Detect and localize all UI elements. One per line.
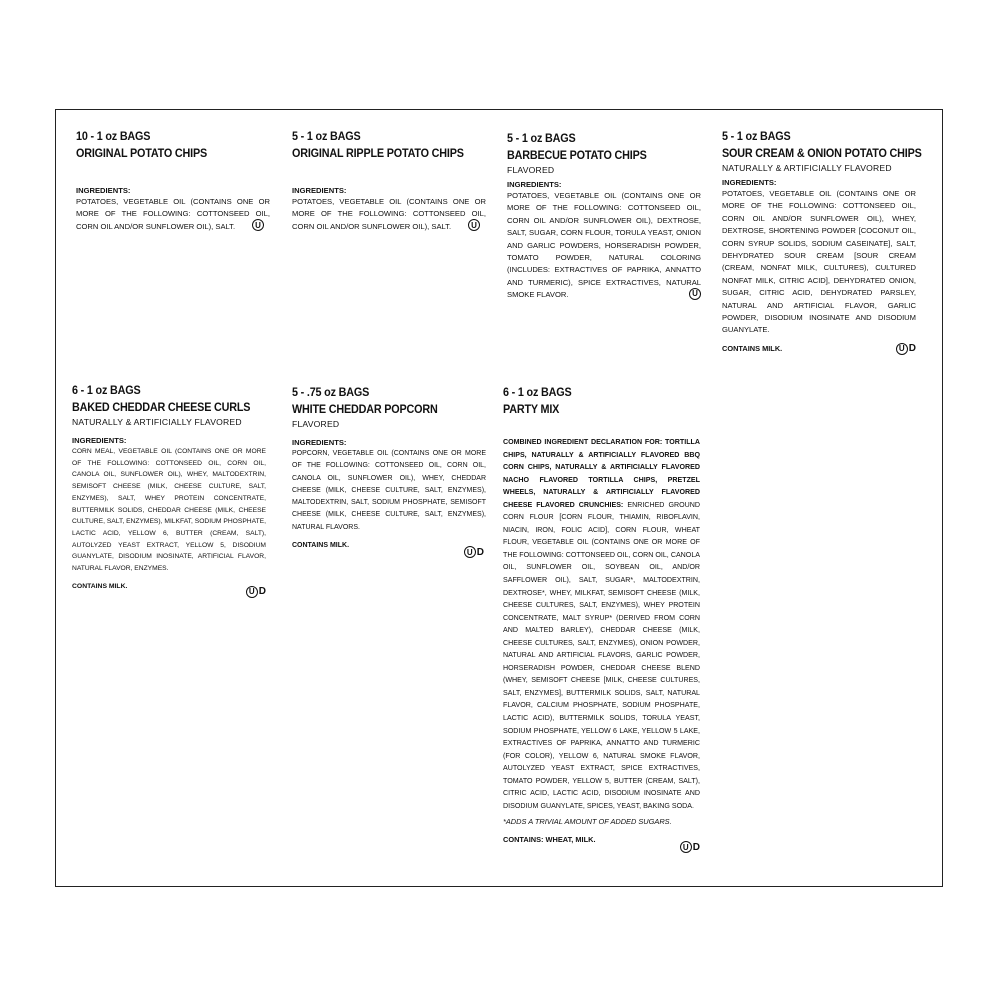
kosher-icon: U <box>896 343 908 355</box>
product-name: ORIGINAL RIPPLE POTATO CHIPS <box>292 146 464 160</box>
dairy-mark: D <box>908 343 916 355</box>
product-name: BAKED CHEDDAR CHEESE CURLS <box>72 400 251 414</box>
ingredients-heading: INGREDIENTS: <box>507 180 562 189</box>
dairy-mark: D <box>476 546 484 558</box>
kosher-symbol <box>468 219 480 231</box>
ingredients-list: ENRICHED GROUND CORN FLOUR [CORN FLOUR, THIAMIN, RIBOFLAVIN, NIACIN, IRON, FOLIC ACID], CORN FLOUR, WHEAT FLOUR, VEGETABLE OIL (CONTAINS ONE OR MORE OF THE FOLLOWING: COTTONSEED OIL, CORN OIL, CANOLA OIL, SUNFLOWER OIL, SOYBEAN OIL, AND/OR SAFFLOWER OIL), SALT, SUGAR*, MALTODEXTRIN, DEXTROSE*, WHEY, MILKFAT, SEMISOFT CHEESE (MILK, CHEESE CULTURES, SALT, ENZYMES), WHEY PROTEIN CONCENTRATE, MALT SYRUP* (DERIVED FROM CORN AND MALTED BARLEY), CHEDDAR CHEESE (MILK, CHEESE CULTURES, SALT, ENZYMES), ONION POWDER, NATURAL AND ARTIFICIAL FLAVORS, GARLIC POWDER, HORSERADISH POWDER, CHEDDAR CHEESE BLEND (WHEY, SEMISOFT CHEESE [MILK, CHEESE CULTURES, SALT, ENZYMES], BUTTERMILK SOLIDS, SALT, NATURAL FLAVOR, CALCIUM PHOSPHATE, SODIUM PHOSPHATE, LACTIC ACID), BUTTERMILK SOLIDS, TORULA YEAST, SODIUM PHOSPHATE, YELLOW 6 LAKE, YELLOW 5 LAKE, EXTRACTIVES OF PAPRIKA, ANNATTO AND TURMERIC (FOR COLOR), YELLOW 6, NATURAL SMOKE FLAVOR, AUTOLYZED YEAST EXTRACT, SPICE EXTRACTIVES, TOMATO POWDER, YELLOW 5, BUTTER (CREAM, SALT), CITRIC ACID, LACTIC ACID, DISODIUM INOSINATE AND DISODIUM GUANYLATE, SPICES, YEAST, BAKING SODA. <box>503 500 701 810</box>
kosher-symbol <box>680 841 700 853</box>
ingredients-declaration: COMBINED INGREDIENT DECLARATION FOR: TORTILLA CHIPS, NATURALLY & ARTIFICIALLY FLAVORED BBQ CORN CHIPS, NATURALLY & ARTIFICIALLY FLAVORED NACHO FLAVORED TORTILLA CHIPS, PRETZEL WHEELS, NATURALLY & ARTIFICIALLY FLAVORED CHEESE FLAVORED CRUNCHIES: <box>503 438 700 509</box>
bag-count: 6 - 1 oz BAGS <box>503 385 572 399</box>
flavor-note: NATURALLY & ARTIFICIALLY FLAVORED <box>722 163 892 173</box>
kosher-icon: U <box>689 288 701 300</box>
sugar-footnote: *ADDS A TRIVIAL AMOUNT OF ADDED SUGARS. <box>503 817 672 827</box>
panel-ripple-potato-chips <box>292 128 486 233</box>
panel-white-cheddar-popcorn <box>292 384 486 558</box>
product-name: WHITE CHEDDAR POPCORN <box>292 402 438 416</box>
ingredients-heading: INGREDIENTS: <box>76 186 131 195</box>
ingredients-heading: INGREDIENTS: <box>72 436 127 445</box>
ingredients-text: POPCORN, VEGETABLE OIL (CONTAINS ONE OR MORE OF THE FOLLOWING: COTTONSEED OIL, CORN OIL, CANOLA OIL, SUNFLOWER OIL), WHEY, CHEDDAR CHEESE (MILK, CHEESE CULTURE, SALT, ENZYMES), MALTODEXTRIN, SALT, SODIUM PHOSPHATE, SEMISOFT CHEESE (MILK, CHEESE CULTURE, SALT, ENZYMES), NATURAL FLAVORS. <box>292 450 486 531</box>
kosher-symbol <box>252 219 264 231</box>
ingredients-text: POTATOES, VEGETABLE OIL (CONTAINS ONE OR MORE OF THE FOLLOWING: COTTONSEED OIL, CORN OIL AND/OR SUNFLOWER OIL), DEXTROSE, SALT, SUGAR, CORN FLOUR, TORULA YEAST, ONION AND GARLIC POWDERS, HORSERADISH POWDER, TOMATO POWDER, NATURAL COLORING (INCLUDES: EXTRACTIVES OF PAPRIKA, ANNATTO AND TURMERIC), SPICE EXTRACTIVES, NATURAL SMOKE FLAVOR. <box>507 191 701 300</box>
product-name: BARBECUE POTATO CHIPS <box>507 148 647 162</box>
flavor-note: FLAVORED <box>292 419 340 429</box>
ingredients-heading: INGREDIENTS: <box>292 186 347 195</box>
flavor-note: NATURALLY & ARTIFICIALLY FLAVORED <box>72 417 242 427</box>
product-name: PARTY MIX <box>503 402 560 416</box>
ingredients-text: POTATOES, VEGETABLE OIL (CONTAINS ONE OR MORE OF THE FOLLOWING: COTTONSEED OIL, CORN OIL AND/OR SUNFLOWER OIL), SALT. <box>76 197 270 231</box>
product-name: ORIGINAL POTATO CHIPS <box>76 146 208 160</box>
bag-count: 6 - 1 oz BAGS <box>72 383 141 397</box>
bag-count: 5 - 1 oz BAGS <box>722 129 791 143</box>
kosher-symbol <box>896 343 916 355</box>
panel-cheese-curls <box>72 382 266 597</box>
allergen-statement: CONTAINS MILK. <box>722 343 783 353</box>
ingredients-heading: INGREDIENTS: <box>292 438 347 447</box>
kosher-symbol <box>464 546 484 558</box>
bag-count: 10 - 1 oz BAGS <box>76 129 151 143</box>
dairy-mark: D <box>692 841 700 853</box>
ingredients-text: CORN MEAL, VEGETABLE OIL (CONTAINS ONE OR MORE OF THE FOLLOWING: COTTONSEED OIL, CORN OIL, CANOLA OIL, SUNFLOWER OIL), WHEY, MALTODEXTRIN, SEMISOFT CHEESE (MILK, CHEESE CULTURE, SALT, ENZYMES), SALT, WHEY PROTEIN CONCENTRATE, BUTTERMILK SOLIDS, CHEDDAR CHEESE (MILK, CHEESE CULTURE, SALT, ENZYMES), MILKFAT, SODIUM PHOSPHATE, LACTIC ACID, YELLOW 6, BUTTER (CREAM, SALT), AUTOLYZED YEAST EXTRACT, YELLOW 5, DISODIUM GUANYLATE, DISODIUM INOSINATE, ARTIFICIAL FLAVOR, NATURAL FLAVOR, ENZYMES. <box>72 448 266 573</box>
kosher-icon: U <box>468 219 480 231</box>
ingredients-heading: INGREDIENTS: <box>722 178 777 187</box>
flavor-note: FLAVORED <box>507 165 555 175</box>
bag-count: 5 - 1 oz BAGS <box>292 129 361 143</box>
kosher-icon: U <box>252 219 264 231</box>
ingredients-text: POTATOES, VEGETABLE OIL (CONTAINS ONE OR MORE OF THE FOLLOWING: COTTONSEED OIL, CORN OIL AND/OR SUNFLOWER OIL), WHEY, DEXTROSE, SHORTENING POWDER [COCONUT OIL, CORN SYRUP SOLIDS, SODIUM CASEINATE], SALT, DEHYDRATED SOUR CREAM [SOUR CREAM (CREAM, NONFAT MILK, CULTURES), CULTURED NONFAT MILK, CITRIC ACID], DEHYDRATED ONION, SUGAR, CITRIC ACID, DEHYDRATED PARSLEY, NATURAL AND ARTIFICIAL FLAVOR, GARLIC POWDER, DISODIUM INOSINATE AND DISODIUM GUANYLATE. <box>722 189 916 335</box>
panel-barbecue-potato-chips <box>507 130 701 302</box>
kosher-symbol <box>689 288 701 300</box>
panel-original-potato-chips <box>76 128 270 233</box>
ingredients-text: POTATOES, VEGETABLE OIL (CONTAINS ONE OR MORE OF THE FOLLOWING: COTTONSEED OIL, CORN OIL AND/OR SUNFLOWER OIL), SALT. <box>292 197 486 231</box>
dairy-mark: D <box>258 586 266 598</box>
kosher-icon: U <box>246 586 258 598</box>
bag-count: 5 - 1 oz BAGS <box>507 131 576 145</box>
kosher-icon: U <box>680 841 692 853</box>
allergen-statement: CONTAINS MILK. <box>292 542 350 550</box>
bag-count: 5 - .75 oz BAGS <box>292 385 370 399</box>
ingredients-text <box>503 436 700 812</box>
allergen-statement: CONTAINS MILK. <box>72 582 128 590</box>
kosher-icon: U <box>464 546 476 558</box>
allergen-statement: CONTAINS: WHEAT, MILK. <box>503 835 596 845</box>
panel-party-mix <box>503 384 700 852</box>
product-name: SOUR CREAM & ONION POTATO CHIPS <box>722 146 922 160</box>
kosher-symbol <box>246 586 266 598</box>
panel-sour-cream-onion-chips <box>722 128 922 359</box>
